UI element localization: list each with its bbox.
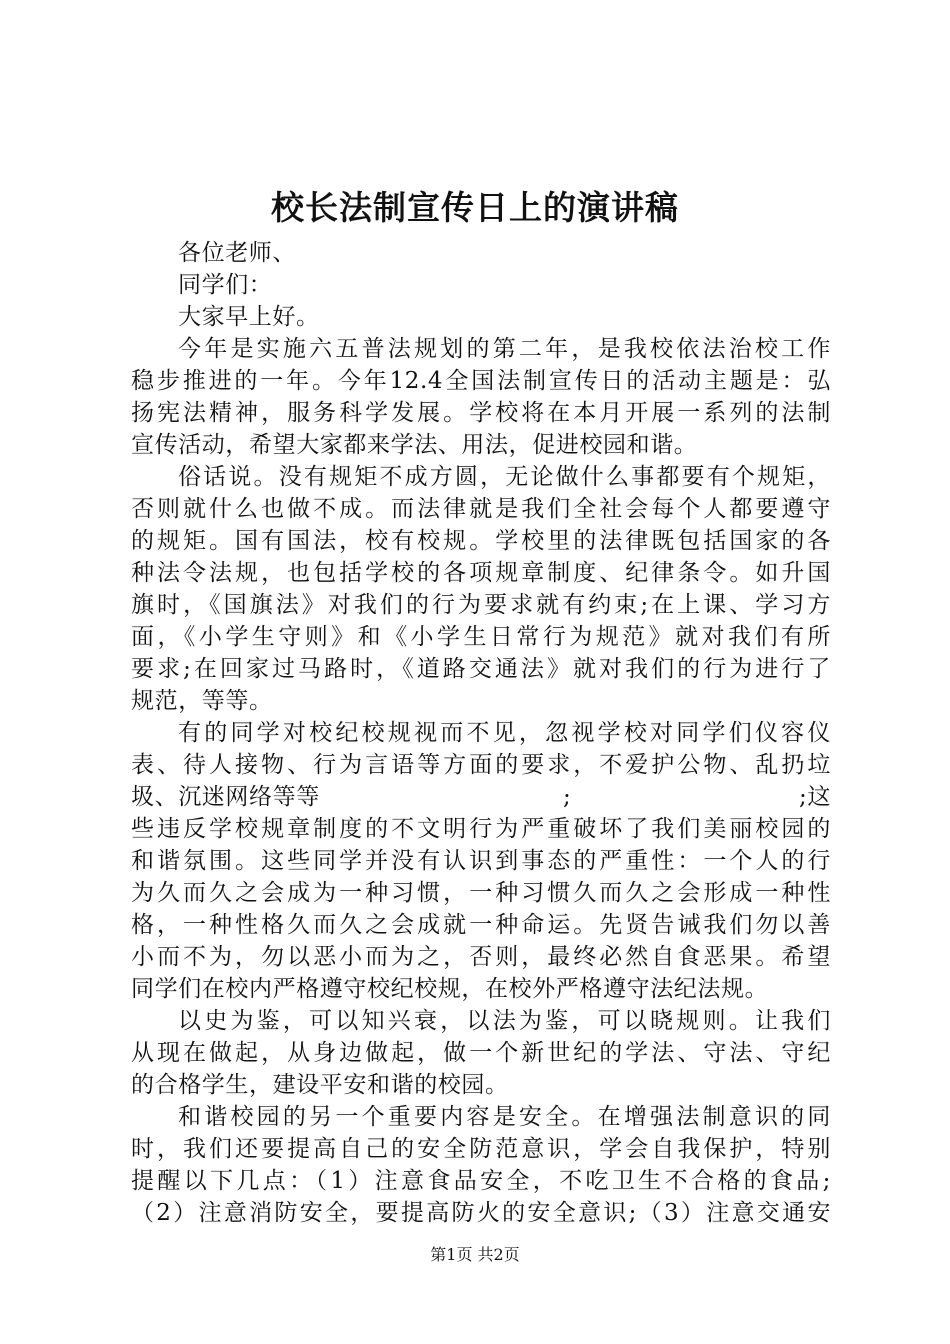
- paragraph-line: 以史为鉴，可以知兴衰，以法为鉴，可以晓规则。让我们: [178, 1008, 831, 1034]
- paragraph-line: 稳步推进的一年。今年12.4全国法制宣传日的活动主题是：弘: [131, 368, 831, 394]
- paragraph-line: 小而不为，勿以恶小而为之，否则，最终必然自食恶果。希望: [131, 944, 831, 970]
- paragraph-line: 为久而久之会成为一种习惯，一种习惯久而久之会形成一种性: [131, 880, 831, 906]
- paragraph-line: 否则就什么也做不成。而法律就是我们全社会每个人都要遵守: [131, 496, 831, 522]
- paragraph-line: （2）注意消防安全，要提高防火的安全意识;（3）注意交通安: [131, 1200, 831, 1226]
- paragraph-line: 今年是实施六五普法规划的第二年，是我校依法治校工作: [178, 336, 831, 362]
- page-number-footer: 第1页 共2页: [430, 1245, 520, 1264]
- paragraph-line: 面，《小学生守则》和《小学生日常行为规范》就对我们有所: [131, 624, 831, 650]
- paragraph-line: 有的同学对校纪校规视而不见，忽视学校对同学们仪容仪: [178, 720, 831, 746]
- paragraph-line: 圾、沉迷网络等等: [131, 784, 320, 810]
- paragraph-line: 从现在做起，从身边做起，做一个新世纪的学法、守法、守纪: [131, 1040, 831, 1066]
- greeting-line: 大家早上好。: [178, 304, 320, 330]
- document-title: 校长法制宣传日上的演讲稿: [271, 188, 679, 227]
- semicolon-mark: ;: [563, 784, 572, 810]
- paragraph-line: 和谐校园的另一个重要内容是安全。在增强法制意识的同: [178, 1104, 831, 1130]
- paragraph-line: 表、待人接物、行为言语等方面的要求，不爱护公物、乱扔垃: [131, 752, 831, 778]
- paragraph-line: 时，我们还要提高自己的安全防范意识，学会自我保护，特别: [131, 1136, 831, 1162]
- paragraph-line: 种法令法规，也包括学校的各项规章制度、纪律条令。如升国: [131, 560, 831, 586]
- paragraph-line: 要求;在回家过马路时，《道路交通法》就对我们的行为进行了: [131, 656, 831, 682]
- paragraph-line: 些违反学校规章制度的不文明行为严重破坏了我们美丽校园的: [131, 816, 831, 842]
- paragraph-line: 的合格学生，建设平安和谐的校园。: [131, 1072, 509, 1098]
- salutation-line: 各位老师、: [178, 240, 296, 266]
- paragraph-line: 格，一种性格久而久之会成就一种命运。先贤告诫我们勿以善: [131, 912, 831, 938]
- semicolon-mark: ;这: [799, 784, 831, 810]
- paragraph-line: 同学们在校内严格遵守校纪校规，在校外严格遵守法纪法规。: [131, 976, 769, 1002]
- paragraph-line: 旗时，《国旗法》对我们的行为要求就有约束;在上课、学习方: [131, 592, 831, 618]
- salutation-line: 同学们：: [178, 272, 273, 298]
- paragraph-line: 俗话说。没有规矩不成方圆，无论做什么事都要有个规矩，: [178, 464, 831, 490]
- paragraph-line: 提醒以下几点：（1）注意食品安全，不吃卫生不合格的食品;: [131, 1168, 831, 1194]
- paragraph-line: 宣传活动，希望大家都来学法、用法，促进校园和谐。: [131, 432, 698, 458]
- paragraph-line: 的规矩。国有国法，校有校规。学校里的法律既包括国家的各: [131, 528, 831, 554]
- paragraph-line: 和谐氛围。这些同学并没有认识到事态的严重性：一个人的行: [131, 848, 831, 874]
- paragraph-line: 扬宪法精神，服务科学发展。学校将在本月开展一系列的法制: [131, 400, 831, 426]
- paragraph-line: 规范，等等。: [131, 688, 273, 714]
